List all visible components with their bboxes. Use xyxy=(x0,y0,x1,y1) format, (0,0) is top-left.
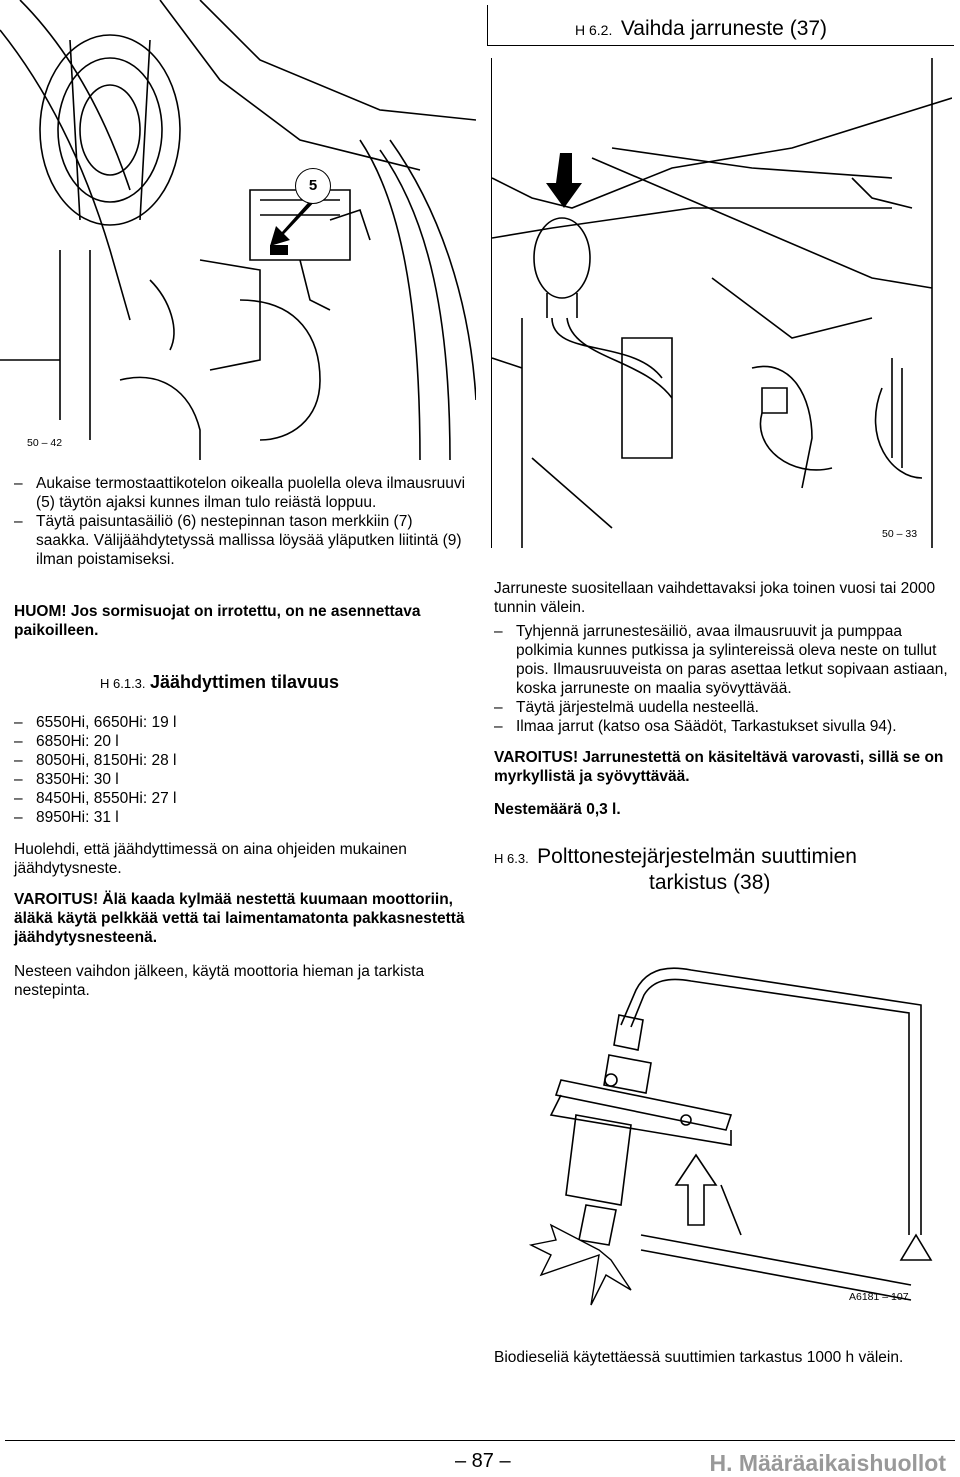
figure-code: 50 – 33 xyxy=(882,528,918,540)
figure-code: 50 – 42 xyxy=(27,437,63,449)
capacity-item: – 8450Hi, 8550Hi: 27 l xyxy=(14,789,470,808)
coolant-warning: VAROITUS! Älä kaada kylmää nestettä kuumaan moottoriin, äläkä käytä pelkkää vettä tai laimentamatonta pakkasnestettä jäähdytysnesteenä. xyxy=(14,891,465,946)
capacity-item: – 6850Hi: 20 l xyxy=(14,732,470,751)
injector-illustration xyxy=(491,905,951,1315)
note-finger-guards: HUOM! Jos sormisuojat on irrotettu, on ne asennettava paikoilleen. xyxy=(14,603,421,639)
figure-thermostat-housing xyxy=(0,0,476,460)
figure-brake-reservoir xyxy=(491,58,952,548)
left-column xyxy=(14,474,470,569)
capacity-item: – 8050Hi, 8150Hi: 28 l xyxy=(14,751,470,770)
section-title: Jäähdyttimen tilavuus xyxy=(149,672,340,692)
page-number: – 87 – xyxy=(455,1450,511,1472)
brake-step: – Tyhjennä jarrunestesäiliö, avaa ilmausruuvit ja pumppaa polkimia kunnes putkissa ja sylintereissä oleva neste on tullut pois. Ilmausruuveista on paras asettaa letkut sopivaan astiaan, koska jarruneste on maalia syövyttävää. xyxy=(494,622,952,698)
after-change-paragraph: Nesteen vaihdon jälkeen, käytä moottoria hieman ja tarkista nestepinta. xyxy=(14,963,425,999)
section-title: Vaihda jarruneste (37) xyxy=(620,17,828,40)
brake-intro: Jarruneste suositellaan vaihdettavaksi joka toinen vuosi tai 2000 tunnin välein. xyxy=(494,580,936,616)
step-2: – Täytä paisuntasäiliö (6) nestepinnan tason merkkiin (7) saakka. Välijäähdytetyssä mallissa löysää yläputken liitintä (9) ilman poistamiseksi. xyxy=(14,512,470,569)
brake-steps xyxy=(494,622,952,736)
footer-rule xyxy=(5,1440,955,1441)
section-number: H 6.3. xyxy=(494,851,529,866)
figure-injector xyxy=(491,905,951,1315)
brake-step: – Täytä järjestelmä uudella nesteellä. xyxy=(494,698,952,717)
figure-code: A6181 – 107 xyxy=(849,1291,909,1303)
section-title-line1: Polttonestejärjestelmän suuttimien xyxy=(537,845,857,868)
section-heading-brake-fluid xyxy=(575,17,827,41)
chapter-title: H. Määräaikaishuollot xyxy=(709,1450,946,1476)
capacity-list xyxy=(14,713,470,827)
step-1: – Aukaise termostaattikotelon oikealla puolella oleva ilmausruuvi (5) täytön ajaksi kunnes ilman tulo reiästä loppuu. xyxy=(14,474,470,512)
section-number: H 6.2. xyxy=(575,22,613,38)
brake-reservoir-illustration xyxy=(492,58,952,548)
callout-5: 5 xyxy=(295,168,331,204)
capacity-item: – 8950Hi: 31 l xyxy=(14,808,470,827)
engine-illustration xyxy=(0,0,476,460)
capacity-item: – 6550Hi, 6650Hi: 19 l xyxy=(14,713,470,732)
fluid-amount: Nestemäärä 0,3 l. xyxy=(494,801,621,818)
brake-step: – Ilmaa jarrut (katso osa Säädöt, Tarkastukset sivulla 94). xyxy=(494,717,952,736)
brake-warning: VAROITUS! Jarrunestettä on käsiteltävä varovasti, sillä se on myrkyllistä ja syövyttävää. xyxy=(494,749,944,785)
section-number: H 6.1.3. xyxy=(100,676,146,691)
section-title-line2: tarkistus (38) xyxy=(649,871,771,894)
coolant-paragraph: Huolehdi, että jäähdyttimessä on aina ohjeiden mukainen jäähdytysneste. xyxy=(14,841,407,877)
section-heading-radiator xyxy=(100,672,339,693)
capacity-item: – 8350Hi: 30 l xyxy=(14,770,470,789)
injector-note: Biodieseliä käytettäessä suuttimien tarkastus 1000 h välein. xyxy=(494,1349,904,1366)
section-heading-injectors xyxy=(494,845,952,895)
